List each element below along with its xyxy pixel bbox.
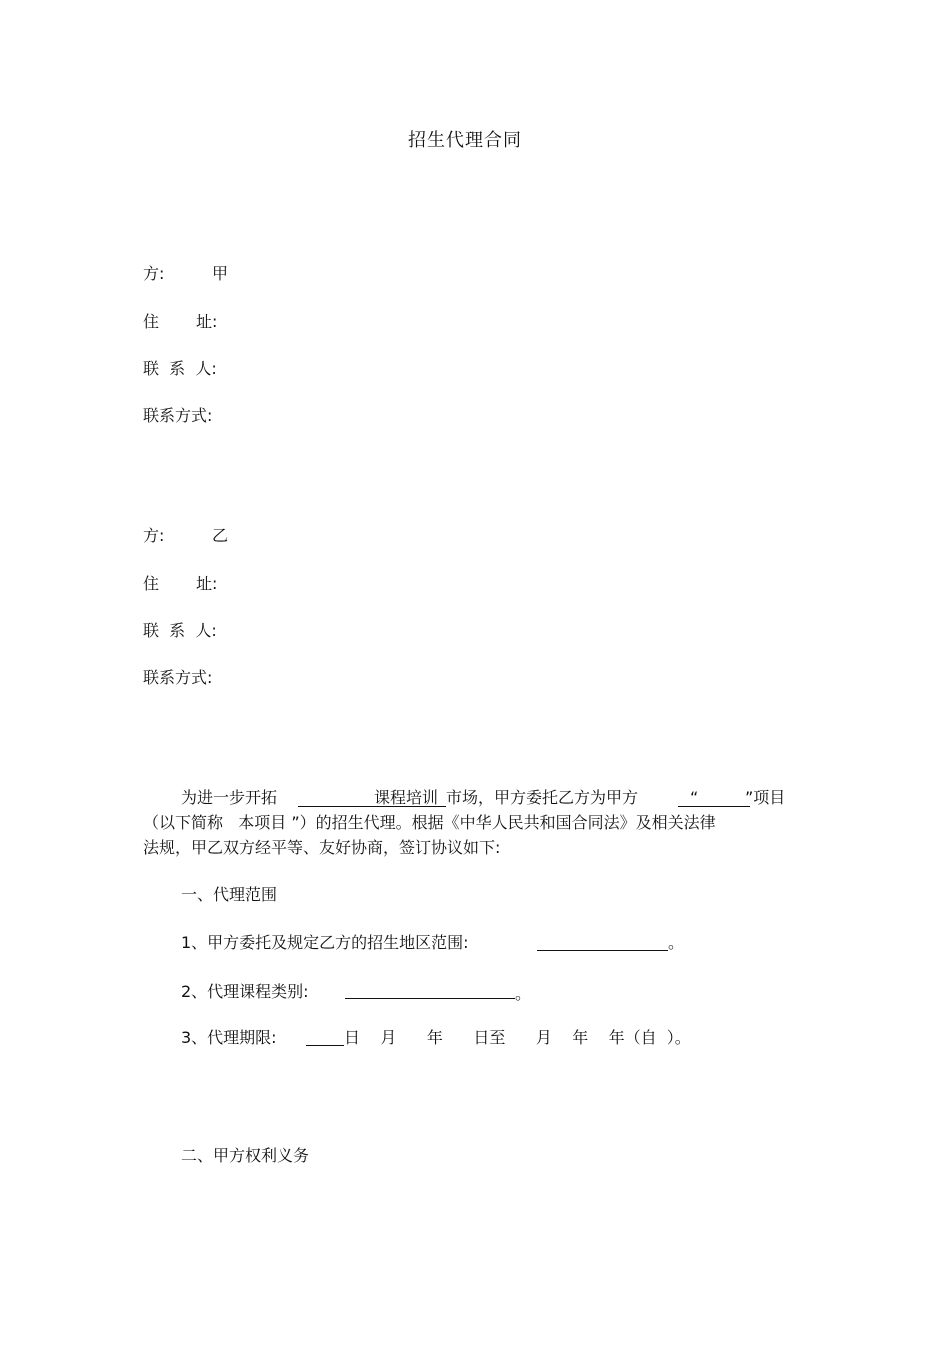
- item-3-label: 3、代理期限:: [181, 1028, 277, 1047]
- intro-line-2: （以下简称 本项目 ”）的招生代理。根据《中华人民共和国合同法》及相关法律: [143, 813, 716, 832]
- intro-line-3: 法规，甲乙双方经平等、友好协商，签订协议如下:: [143, 838, 501, 857]
- party-b-address-label-suffix: 址:: [196, 574, 218, 593]
- party-a-address-label: 住: [143, 312, 160, 331]
- item-1-period: 。: [668, 933, 685, 952]
- party-a-contact-label: 联 系 人:: [143, 359, 217, 378]
- project-name-blank[interactable]: [678, 806, 750, 807]
- party-a-name: 甲: [212, 264, 229, 283]
- intro-text-3: ”项目: [745, 788, 786, 807]
- party-b-contact-label: 联 系 人:: [143, 621, 217, 640]
- intro-open-quote: “: [690, 788, 699, 807]
- region-blank-field[interactable]: [537, 950, 668, 951]
- party-a-label: 方:: [143, 264, 165, 283]
- term-blank-field[interactable]: [306, 1045, 344, 1046]
- party-a-address-label-suffix: 址:: [196, 312, 218, 331]
- item-1-label: 1、甲方委托及规定乙方的招生地区范围:: [181, 933, 469, 952]
- document-title: 招生代理合同: [408, 130, 522, 151]
- party-b-label: 方:: [143, 526, 165, 545]
- item-3-dates: 日 月 年 日至 月 年 年（自 ）。: [344, 1028, 691, 1047]
- intro-text-2: 市场，甲方委托乙方为甲方: [446, 788, 639, 807]
- intro-course-name: 课程培训: [374, 788, 439, 807]
- course-type-blank-field[interactable]: [345, 998, 515, 999]
- section-2-heading: 二、甲方权利义务: [181, 1146, 310, 1165]
- item-2-label: 2、代理课程类别:: [181, 982, 309, 1001]
- party-b-address-label: 住: [143, 574, 160, 593]
- item-2-period: 。: [515, 984, 532, 1003]
- party-a-contact-method-label: 联系方式:: [143, 406, 213, 425]
- party-b-contact-method-label: 联系方式:: [143, 668, 213, 687]
- section-1-heading: 一、代理范围: [181, 885, 278, 904]
- intro-text-1: 为进一步开拓: [181, 788, 278, 807]
- party-b-name: 乙: [212, 526, 229, 545]
